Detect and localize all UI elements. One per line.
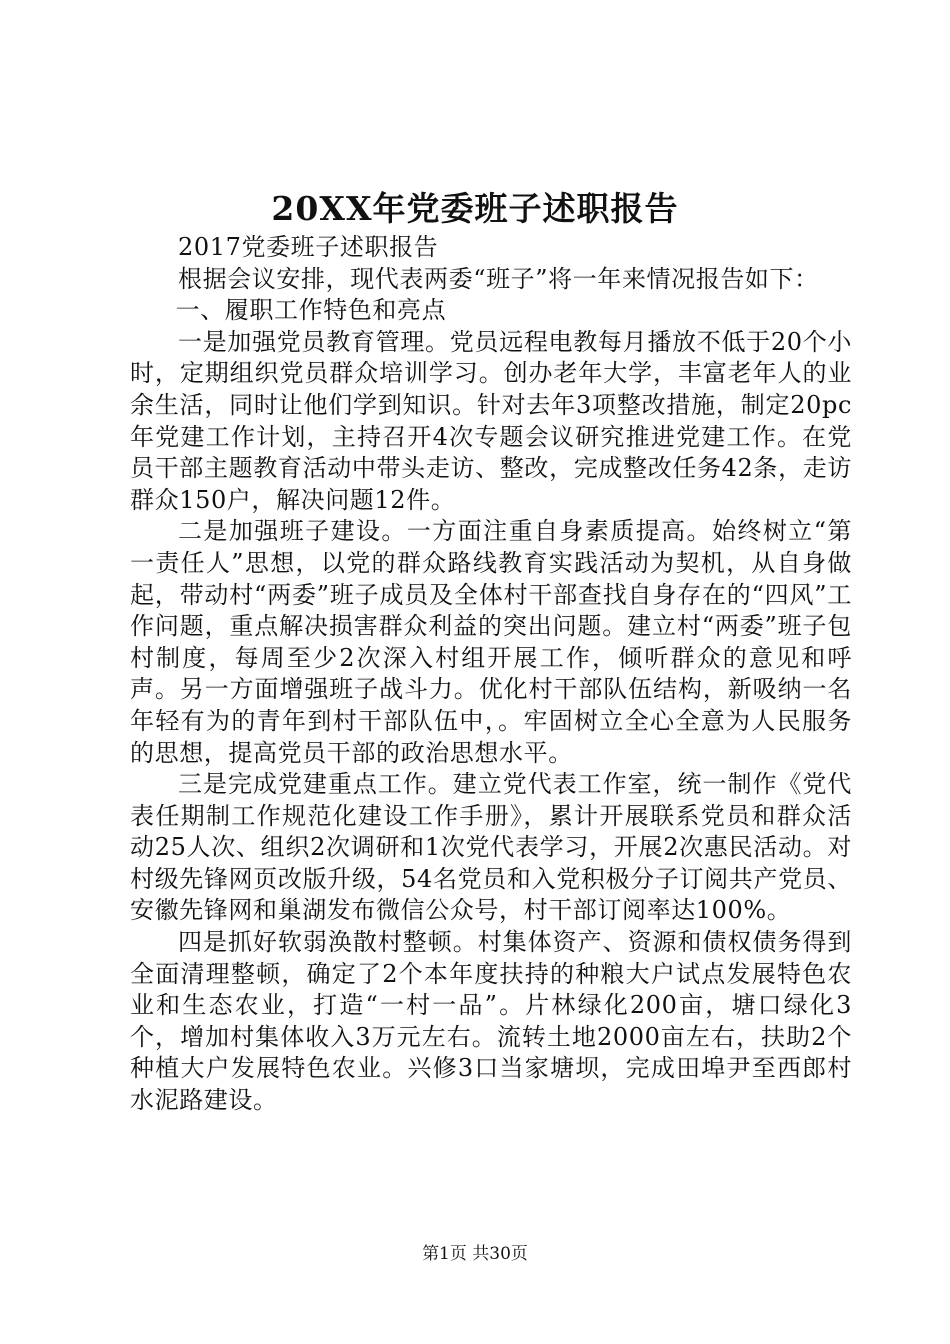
- paragraph-item-1: 一是加强党员教育管理。党员远程电教每月播放不低于20个小时，定期组织党员群众培训学习。创办老年大学，丰富老年人的业余生活，同时让他们学到知识。针对去年3项整改措施，制定20pc年党建工作计划，主持召开4次专题会议研究推进党建工作。在党员干部主题教育活动中带头走访、整改，完成整改任务42条，走访群众150户，解决问题12件。: [130, 327, 852, 514]
- paragraph-item-3: 三是完成党建重点工作。建立党代表工作室，统一制作《党代表任期制工作规范化建设工作手册》，累计开展联系党员和群众活动25人次、组织2次调研和1次党代表学习，开展2次惠民活动。对村级先锋网页改版升级，54名党员和入党积极分子订阅共产党员、安徽先锋网和巢湖发布微信公众号，村干部订阅率达100%。: [130, 770, 852, 925]
- paragraph-item-4: 四是抓好软弱涣散村整顿。村集体资产、资源和债权债务得到全面清理整顿，确定了2个本年度扶持的种粮大户试点发展特色农业和生态农业，打造“一村一品”。片林绿化200亩，塘口绿化3个，增加村集体收入3万元左右。流转土地2000亩左右，扶助2个种植大户发展特色农业。兴修3口当家塘坝，完成田埠尹至西郎村水泥路建设。: [130, 928, 852, 1115]
- paragraph-item-2: 二是加强班子建设。一方面注重自身素质提高。始终树立“第一责任人”思想，以党的群众路线教育实践活动为契机，从自身做起，带动村“两委”班子成员及全体村干部查找自身存在的“四风”工作问题，重点解决损害群众利益的突出问题。建立村“两委”班子包村制度，每周至少2次深入村组开展工作，倾听群众的意见和呼声。另一方面增强班子战斗力。优化村干部队伍结构，新吸纳一名年轻有为的青年到村干部队伍中，。牢固树立全心全意为人民服务的思想，提高党员干部的政治思想水平。: [130, 517, 852, 767]
- paragraph-intro: 根据会议安排，现代表两委“班子”将一年来情况报告如下：: [178, 264, 819, 293]
- section-heading: 一、履职工作特色和亮点: [175, 296, 447, 325]
- document-title: 20XX年党委班子述职报告: [271, 189, 679, 228]
- document-body: [130, 232, 852, 1117]
- page-number-footer: 第1页 共30页: [422, 1244, 528, 1264]
- paragraph-subtitle: 2017党委班子述职报告: [178, 233, 439, 261]
